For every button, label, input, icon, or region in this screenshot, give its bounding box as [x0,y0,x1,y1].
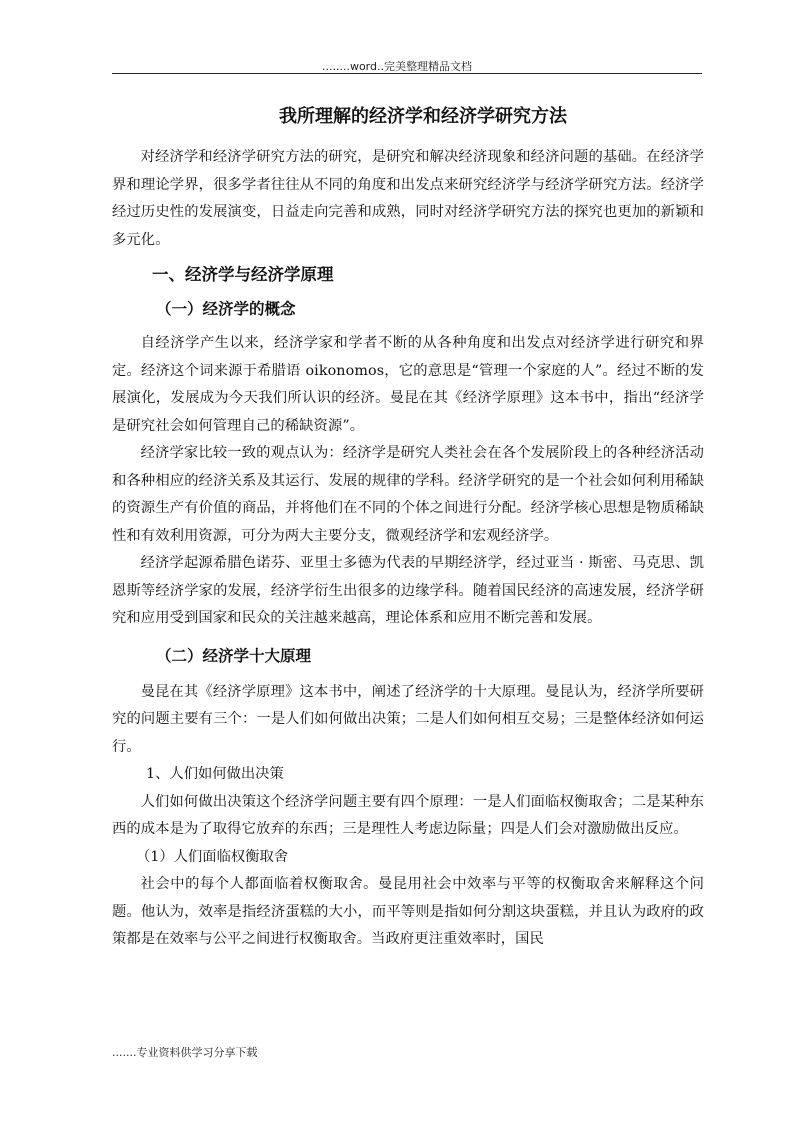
subitem-heading: （1）人们面临权衡取舍 [136,848,289,865]
document-title: 我所理解的经济学和经济学研究方法 [279,106,567,127]
page-header: ........word..完美整理精品文档 [321,60,472,73]
item-heading: 1、人们如何做出决策 [146,766,284,782]
body-paragraph: 经济学家比较一致的观点认为：经济学是研究人类社会在各个发展阶段上的各种经济活动和各种相应的经济关系及其运行、发展的规律的学科。经济学研究的是一个社会如何利用稀缺的资源生产有价值的商品，并将他们在不同的个体之间进行分配。经济学核心思想是物质稀缺性和有效利用资源，可分为两大主要分支，微观经济学和宏观经济学。 [112,445,704,544]
subsection-heading: （二）经济学十大原理 [156,646,312,665]
header-divider [112,73,702,74]
body-paragraph: 经济学起源希腊色诺芬、亚里士多德为代表的早期经济学，经过亚当 · 斯密、马克思、凯恩斯等经济学家的发展，经济学衍生出很多的边缘学科。随着国民经济的高速发展，经济学研究和应用受到国家和民众的关注越来越高，理论体系和应用不断完善和发展。 [112,555,704,626]
body-paragraph: 社会中的每个人都面临着权衡取舍。曼昆用社会中效率与平等的权衡取舍来解释这个问题。他认为，效率是指经济蛋糕的大小，而平等则是指如何分割这块蛋糕，并且认为政府的政策都是在效率与公平之间进行权衡取舍。当政府更注重效率时，国民 [112,876,704,947]
subsection-heading: （一）经济学的概念 [156,300,296,318]
document-body [112,104,704,954]
page-footer: .......专业资料供学习分享下载 [112,1046,258,1059]
body-paragraph: 曼昆在其《经济学原理》这本书中，阐述了经济学的十大原理。曼昆认为，经济学所要研究的问题主要有三个：一是人们如何做出决策；二是人们如何相互交易；三是整体经济如何运行。 [112,683,704,755]
body-paragraph: 自经济学产生以来，经济学家和学者不断的从各种角度和出发点对经济学进行研究和界定。经济这个词来源于希腊语 oikonomos，它的意思是“管理一个家庭的人”。经过不断的发展演化，发展成为今天我们所认识的经济。曼昆在其《经济学原理》这本书中，指出“经济学是研究社会如何管理自己的稀缺资源”。 [112,335,704,434]
body-paragraph: 人们如何做出决策这个经济学问题主要有四个原理：一是人们面临权衡取舍；二是某种东西的成本是为了取得它放弃的东西；三是理性人考虑边际量；四是人们会对激励做出反应。 [112,793,704,837]
section-heading: 一、经济学与经济学原理 [152,265,334,284]
intro-paragraph: 对经济学和经济学研究方法的研究，是研究和解决经济现象和经济问题的基础。在经济学界和理论学界，很多学者往往从不同的角度和出发点来研究经济学与经济学研究方法。经济学经过历史性的发展演变，日益走向完善和成熟，同时对经济学研究方法的探究也更加的新颖和多元化。 [112,149,704,248]
